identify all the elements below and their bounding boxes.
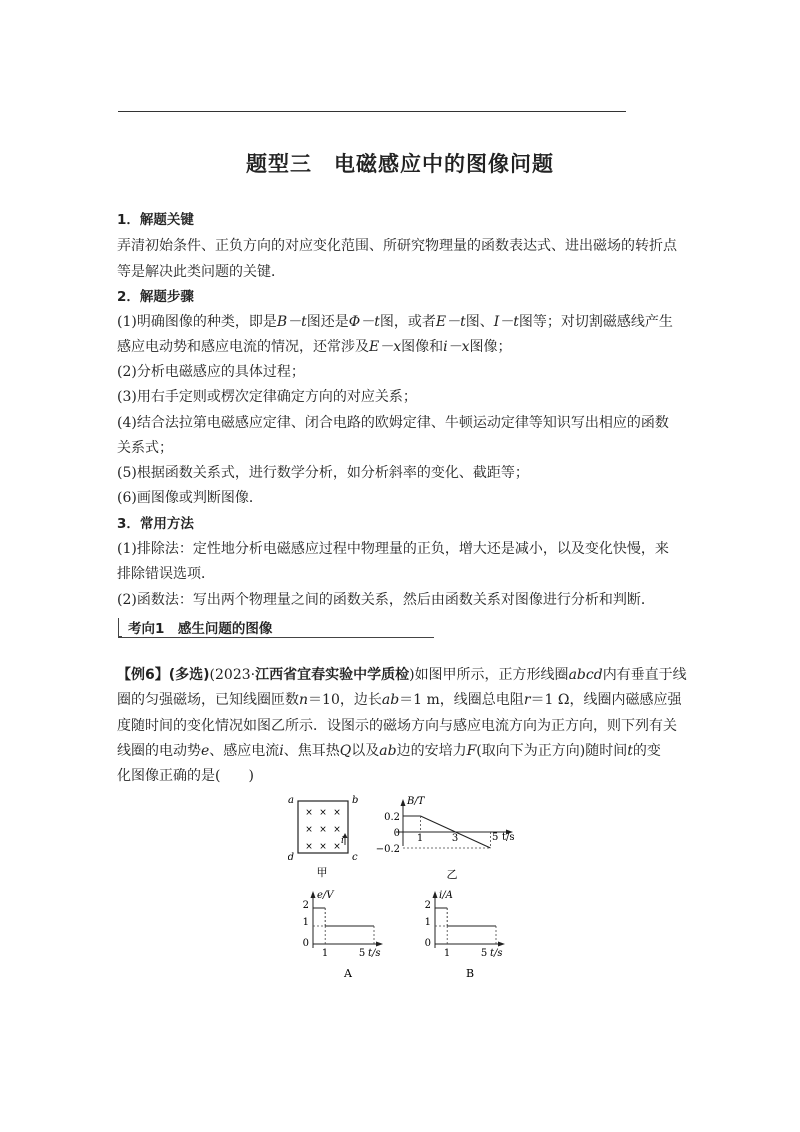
yi-tick-x5: 5: [492, 832, 499, 843]
topic-banner: [118, 616, 434, 638]
section1-heading: 1．解题关键: [117, 212, 194, 228]
b-tick-0: 0: [424, 938, 431, 949]
step1-line2: 感应电动势和感应电流的情况，还常涉及E－x图像和i－x图像；: [117, 339, 512, 355]
caption-jia: 甲: [316, 866, 328, 878]
a-x-arrow-icon: [376, 942, 383, 947]
step6: (6)画图像或判断图像．: [117, 490, 263, 506]
vertex-b: b: [352, 795, 359, 806]
field-crosses: [305, 808, 341, 852]
yi-tick-zero: 0: [393, 828, 400, 839]
a-tick-x5: 5: [358, 948, 366, 959]
field-cross: ×: [305, 808, 313, 818]
b-tick-x5: 5: [480, 948, 488, 959]
step3: (3)用右手定则或楞次定律确定方向的对应关系；: [117, 389, 417, 405]
section3-heading: 3．常用方法: [117, 516, 194, 532]
step2: (2)分析电磁感应的具体过程；: [117, 364, 305, 380]
step4-line1: (4)结合法拉第电磁感应定律、闭合电路的欧姆定律、牛顿运动定律等知识写出相应的函数: [117, 415, 669, 431]
yi-ylabel: B/T: [407, 796, 425, 807]
title-part2: 电磁感应中的图像问题: [334, 152, 554, 176]
section1-line1: 弄清初始条件、正负方向的对应变化范围、所研究物理量的函数表达式、进出磁场的转折点: [117, 238, 677, 254]
method1-line1: (1)排除法：定性地分析电磁感应过程中物理量的正负，增大还是减小，以及变化快慢，来: [117, 541, 669, 557]
b-y-arrow-icon: [433, 891, 438, 898]
b-tick-1: 1: [424, 917, 431, 928]
section1-line2: 等是解决此类问题的关键．: [117, 264, 285, 280]
field-cross: ×: [333, 825, 341, 835]
caption-yi: 乙: [446, 868, 458, 881]
b-tick-2: 2: [424, 900, 431, 911]
example-line5: 化图像正确的是( ): [117, 768, 254, 784]
example-line3: 度随时间的变化情况如图乙所示．设图示的磁场方向与感应电流方向为正方向，则下列有关: [117, 718, 677, 734]
section2-heading: 2．解题步骤: [117, 289, 194, 305]
field-cross: ×: [305, 842, 313, 852]
page-title: [0, 148, 800, 178]
yi-xlabel: t/s: [502, 832, 515, 843]
a-xlabel: t/s: [368, 948, 381, 959]
topic-banner-label: 考向1 感生问题的图像: [128, 621, 273, 637]
caption-A: A: [344, 967, 352, 978]
figure-A: [288, 886, 398, 978]
field-cross: ×: [333, 842, 341, 852]
a-ylabel: e/V: [317, 890, 334, 901]
method1-line2: 排除错误选项．: [117, 566, 215, 582]
b-tick-x1: 1: [443, 948, 451, 959]
example-line2: 圈的匀强磁场，已知线圈匝数n＝10，边长ab＝1 m，线圈总电阻r＝1 Ω，线圈内磁感应强: [117, 692, 682, 708]
b-x-arrow-icon: [498, 942, 505, 947]
yi-tick-x3: 3: [451, 833, 459, 844]
vertex-c: c: [352, 852, 358, 863]
title-part1: 题型三: [246, 152, 312, 176]
step5: (5)根据函数关系式，进行数学分析，如分析斜率的变化、截距等；: [117, 465, 529, 481]
a-y-arrow-icon: [311, 891, 316, 898]
top-rule: [118, 111, 626, 112]
yi-y-arrow-icon: [401, 799, 406, 806]
a-tick-x1: 1: [321, 948, 329, 959]
figure-yi: [374, 792, 534, 882]
vertex-d: d: [288, 852, 294, 863]
a-tick-0: 0: [302, 938, 309, 949]
field-cross: ×: [319, 825, 327, 835]
method2: (2)函数法：写出两个物理量之间的函数关系，然后由函数关系对图像进行分析和判断．: [117, 592, 655, 608]
example-line1: 【例6】(多选)(2023·江西省宜春实验中学质检)如图甲所示，正方形线圈abcd内有垂直于线: [117, 667, 687, 683]
yi-tick-top: 0.2: [384, 812, 400, 823]
a-tick-1: 1: [302, 917, 309, 928]
step4-line2: 关系式；: [117, 440, 173, 456]
b-xlabel: t/s: [490, 948, 503, 959]
b-ylabel: i/A: [439, 890, 453, 901]
a-plot-area: [313, 908, 374, 944]
example-tag: 【例6】: [117, 667, 169, 683]
caption-B: B: [465, 967, 475, 978]
figure-B: [410, 886, 520, 978]
vertex-a: a: [288, 795, 294, 806]
field-cross: ×: [319, 808, 327, 818]
field-cross: ×: [305, 825, 313, 835]
field-cross: ×: [319, 842, 327, 852]
step1-line1: (1)明确图像的种类，即是B－t图还是Φ－t图，或者E－t图、I－t图等；对切割磁感线产生: [117, 314, 673, 330]
yi-tick-x1: 1: [416, 833, 424, 844]
b-plot-area: [435, 908, 496, 944]
figure-jia: [288, 792, 368, 878]
current-label: i: [341, 836, 344, 846]
yi-tick-bot: −0.2: [375, 844, 400, 855]
example-line4: 线圈的电动势e、感应电流i、焦耳热Q以及ab边的安培力F(取向下为正方向)随时间t的变: [117, 743, 661, 759]
a-tick-2: 2: [302, 900, 309, 911]
field-cross: ×: [333, 808, 341, 818]
